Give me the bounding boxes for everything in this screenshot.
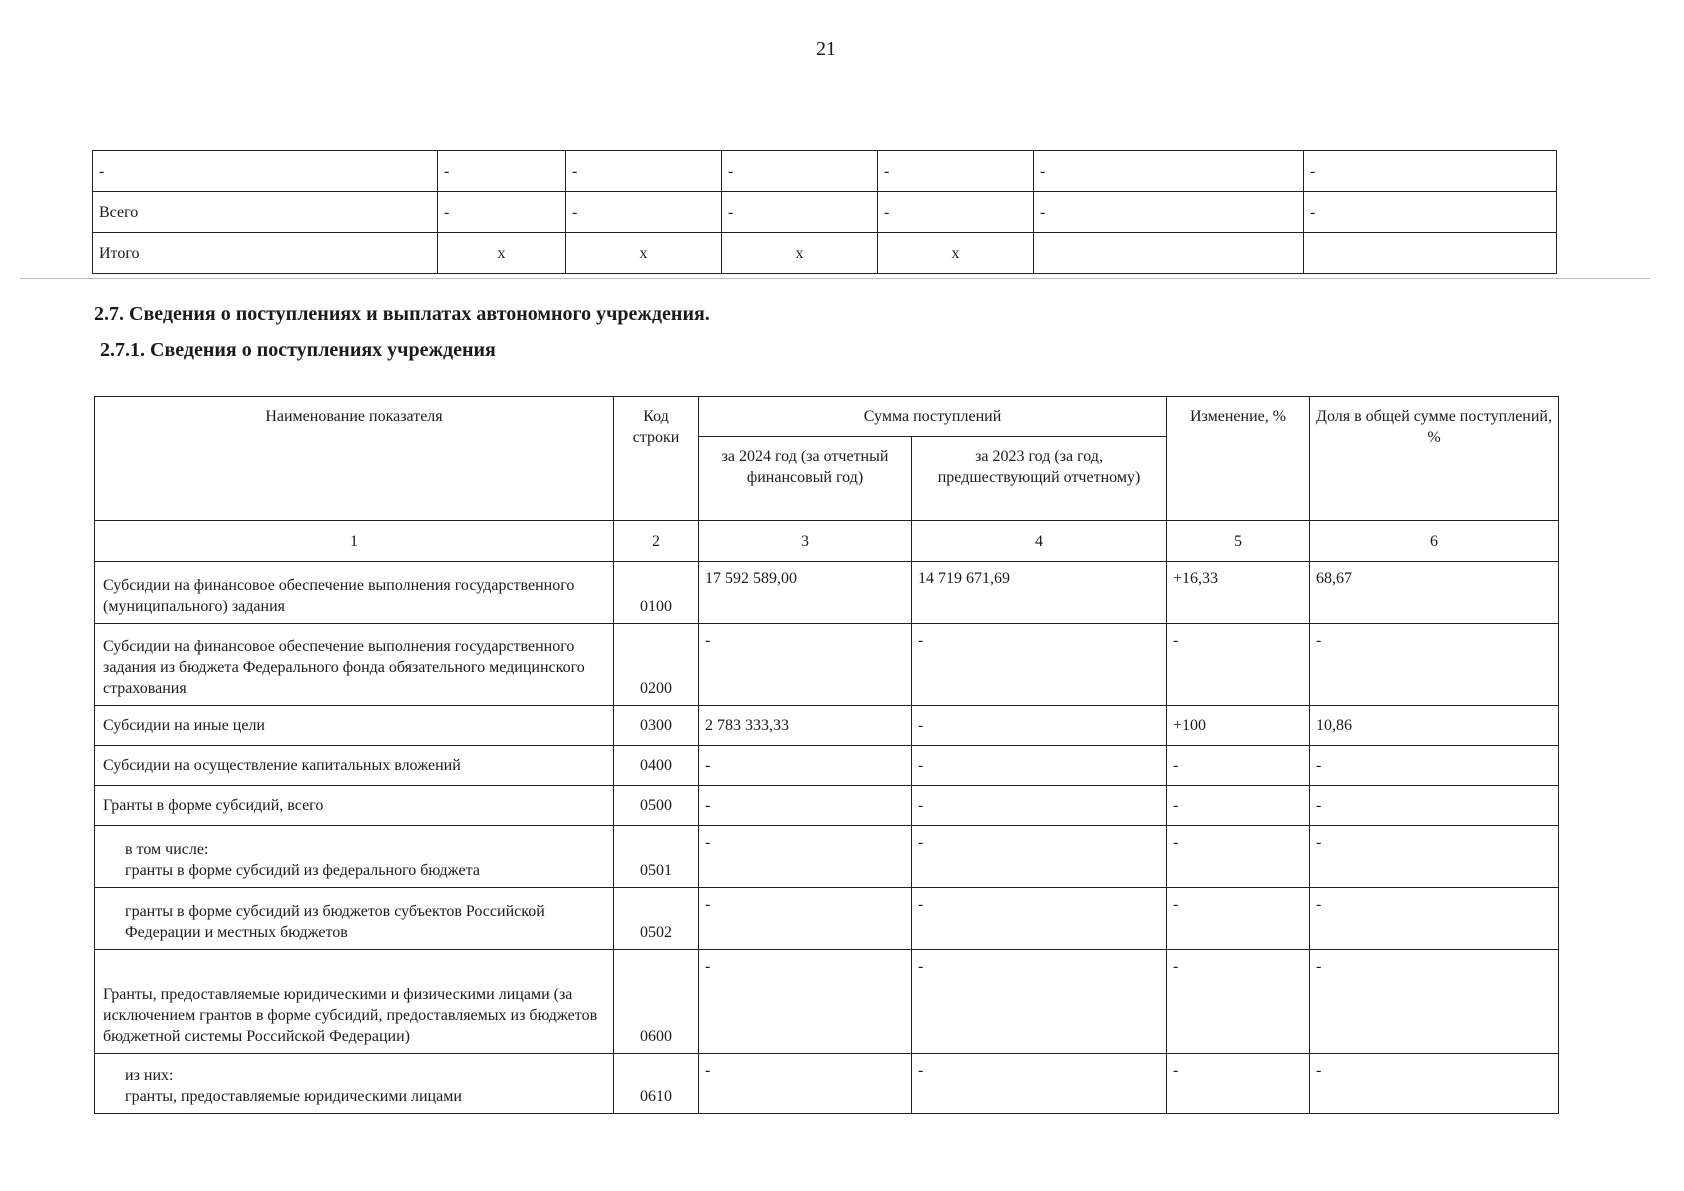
share-percent: - [1310,826,1559,888]
change-percent: - [1167,1054,1310,1114]
row-code: 0610 [614,1054,699,1114]
change-percent: - [1167,888,1310,950]
value-2024: - [699,746,912,786]
change-percent: +16,33 [1167,562,1310,624]
header-year-current: за 2024 год (за отчетный финансовый год) [699,437,912,521]
table-row [95,826,1559,888]
row-code: 0100 [614,562,699,624]
table-cell: - [566,151,722,192]
change-percent: - [1167,624,1310,706]
table-row [95,746,1559,786]
change-percent: - [1167,950,1310,1054]
value-2023: - [912,624,1167,706]
table-row [95,950,1559,1054]
column-number: 6 [1310,521,1559,562]
value-2023: 14 719 671,69 [912,562,1167,624]
row-code: 0200 [614,624,699,706]
share-percent: - [1310,786,1559,826]
share-percent: - [1310,746,1559,786]
table-row [95,706,1559,746]
value-2023: - [912,1054,1167,1114]
table-cell: - [1034,192,1304,233]
section-heading: 2.7. Сведения о поступлениях и выплатах автономного учреждения. [94,303,710,325]
row-code: 0600 [614,950,699,1054]
row-name: Субсидии на финансовое обеспечение выполнения государственного задания из бюджета Федерального фонда обязательного медицинского страхования [95,624,614,706]
column-number: 4 [912,521,1167,562]
table-cell: - [1034,151,1304,192]
table-cell: х [438,233,566,274]
value-2023: - [912,888,1167,950]
page-number: 21 [816,38,836,60]
table-cell: х [878,233,1034,274]
row-name: из них: гранты, предоставляемые юридическими лицами [95,1054,614,1114]
table-row [93,192,1557,233]
share-percent: - [1310,950,1559,1054]
table-cell: х [566,233,722,274]
row-name: Субсидии на осуществление капитальных вложений [95,746,614,786]
subsection-heading: 2.7.1. Сведения о поступлениях учреждения [100,339,496,361]
table-cell: - [93,151,438,192]
row-code: 0501 [614,826,699,888]
row-code: 0500 [614,786,699,826]
table-row [95,1054,1559,1114]
share-percent: 68,67 [1310,562,1559,624]
table-row [95,624,1559,706]
column-number-row [95,521,1559,562]
share-percent: - [1310,624,1559,706]
header-change: Изменение, % [1167,397,1310,521]
table-cell: - [1304,151,1557,192]
value-2024: - [699,950,912,1054]
value-2024: - [699,624,912,706]
table-cell: Итого [93,233,438,274]
value-2023: - [912,826,1167,888]
change-percent: +100 [1167,706,1310,746]
row-name: в том числе: гранты в форме субсидий из федерального бюджета [95,826,614,888]
share-percent: - [1310,888,1559,950]
value-2023: - [912,786,1167,826]
value-2023: - [912,706,1167,746]
table-cell [1304,233,1557,274]
share-percent: - [1310,1054,1559,1114]
table-cell: - [1304,192,1557,233]
table-cell: - [438,151,566,192]
row-name: Гранты в форме субсидий, всего [95,786,614,826]
value-2024: - [699,786,912,826]
change-percent: - [1167,826,1310,888]
column-number: 3 [699,521,912,562]
column-number: 2 [614,521,699,562]
table-cell: - [722,151,878,192]
table-row [93,151,1557,192]
table-cell: х [722,233,878,274]
header-name: Наименование показателя [95,397,614,521]
value-2024: - [699,1054,912,1114]
scan-artifact-line [20,278,1650,279]
table-cell: Всего [93,192,438,233]
row-code: 0502 [614,888,699,950]
row-code: 0400 [614,746,699,786]
header-code: Код строки [614,397,699,521]
value-2024: 2 783 333,33 [699,706,912,746]
value-2024: - [699,826,912,888]
table-cell: - [438,192,566,233]
row-code: 0300 [614,706,699,746]
header-sum: Сумма поступлений [699,397,1167,437]
header-year-previous: за 2023 год (за год, предшествующий отчетному) [912,437,1167,521]
previous-section-table [92,150,1557,274]
value-2024: 17 592 589,00 [699,562,912,624]
table-row [95,786,1559,826]
row-name: Субсидии на иные цели [95,706,614,746]
table-cell: - [566,192,722,233]
table-row [95,888,1559,950]
table-cell: - [722,192,878,233]
row-name: гранты в форме субсидий из бюджетов субъектов Российской Федерации и местных бюджетов [95,888,614,950]
value-2023: - [912,950,1167,1054]
column-number: 5 [1167,521,1310,562]
table-cell: - [878,192,1034,233]
table-cell: - [878,151,1034,192]
table-row [95,562,1559,624]
row-name: Субсидии на финансовое обеспечение выполнения государственного (муниципального) задания [95,562,614,624]
header-share: Доля в общей сумме поступлений, % [1310,397,1559,521]
value-2023: - [912,746,1167,786]
change-percent: - [1167,746,1310,786]
receipts-table [94,396,1559,1114]
row-name: Гранты, предоставляемые юридическими и физическими лицами (за исключением грантов в форме субсидий, предоставляемых из бюджетов бюджетной системы Российской Федерации) [95,950,614,1054]
change-percent: - [1167,786,1310,826]
share-percent: 10,86 [1310,706,1559,746]
value-2024: - [699,888,912,950]
table-row [93,233,1557,274]
table-cell [1034,233,1304,274]
column-number: 1 [95,521,614,562]
